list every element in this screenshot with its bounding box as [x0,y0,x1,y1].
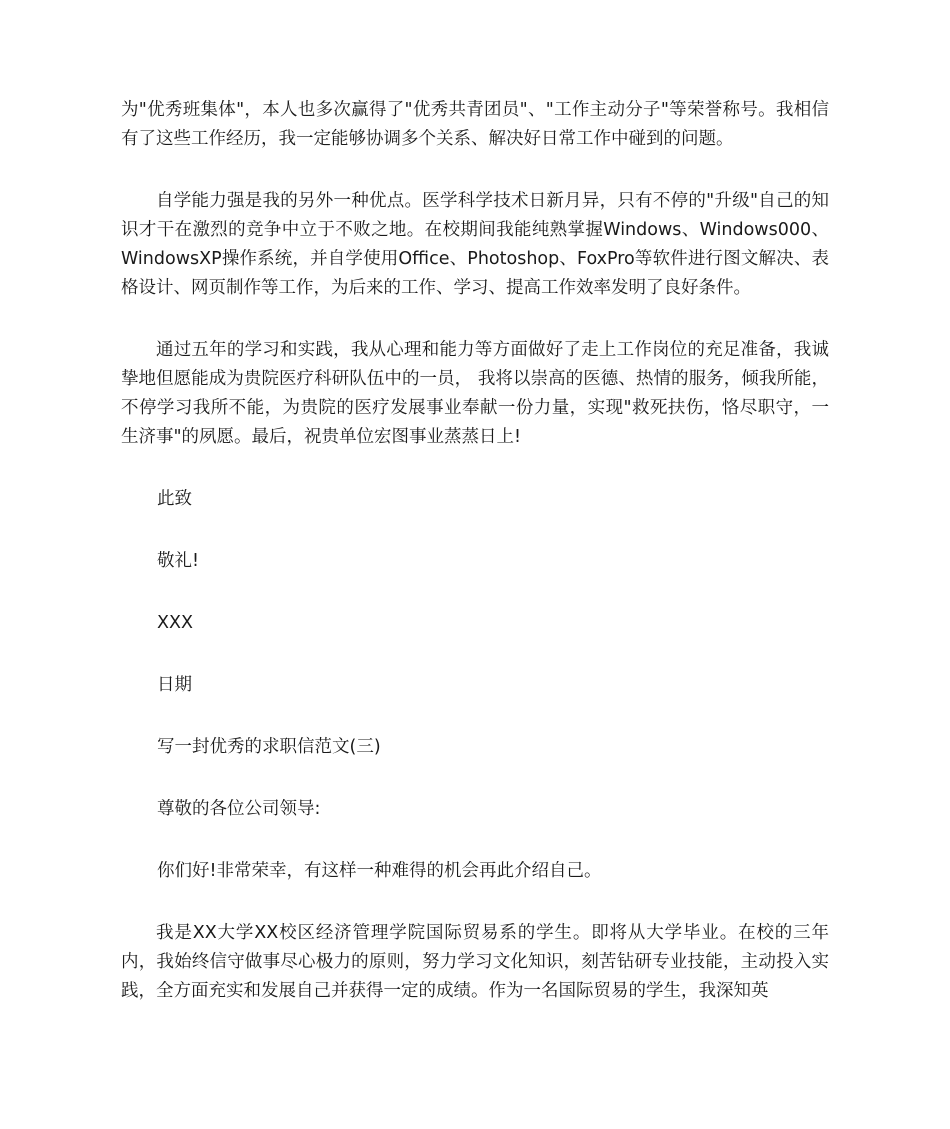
paragraph-self-learning: 自学能力强是我的另外一种优点。医学科学技术日新月异，只有不停的"升级"自己的知识才干在激烈的竞争中立于不败之地。在校期间我能纯熟掌握Windows、Windows000、WindowsXP操作系统，并自学使用Office、Photoshop、FoxPro等软件进行图文解决、表格设计、网页制作等工作，为后来的工作、学习、提高工作效率发明了良好条件。 [121,191,829,298]
date-line: 日期 [157,675,192,695]
paragraph-conclusion: 通过五年的学习和实践，我从心理和能力等方面做好了走上工作岗位的充足准备，我诚挚地但愿能成为贵院医疗科研队伍中的一员， 我将以崇高的医德、热情的服务，倾我所能，不停学习我所不能，为贵院的医疗发展事业奉献一份力量，实现"救死扶伤，恪尽职守，一生济事"的夙愿。最后，祝贵单位宏图事业蒸蒸日上! [121,340,829,447]
document-page [121,96,829,1006]
greeting-line: 尊敬的各位公司领导: [157,799,321,819]
opening-line: 你们好!非常荣幸，有这样一种难得的机会再此介绍自己。 [157,861,602,881]
salute-line: 敬礼! [157,551,200,571]
paragraph-introduction: 我是XX大学XX校区经济管理学院国际贸易系的学生。即将从大学毕业。在校的三年内，我始终信守做事尽心极力的原则，努力学习文化知识，刻苦钻研专业技能，主动投入实践，全方面充实和发展自己并获得一定的成绩。作为一名国际贸易的学生，我深知英 [121,923,829,1001]
paragraph-continuation: 为"优秀班集体"，本人也多次赢得了"优秀共青团员"、"工作主动分子"等荣誉称号。我相信有了这些工作经历，我一定能够协调多个关系、解决好日常工作中碰到的问题。 [121,100,829,149]
signature-line: XXX [157,613,193,633]
closing-line: 此致 [157,489,192,509]
section-title: 写一封优秀的求职信范文(三) [157,737,381,757]
